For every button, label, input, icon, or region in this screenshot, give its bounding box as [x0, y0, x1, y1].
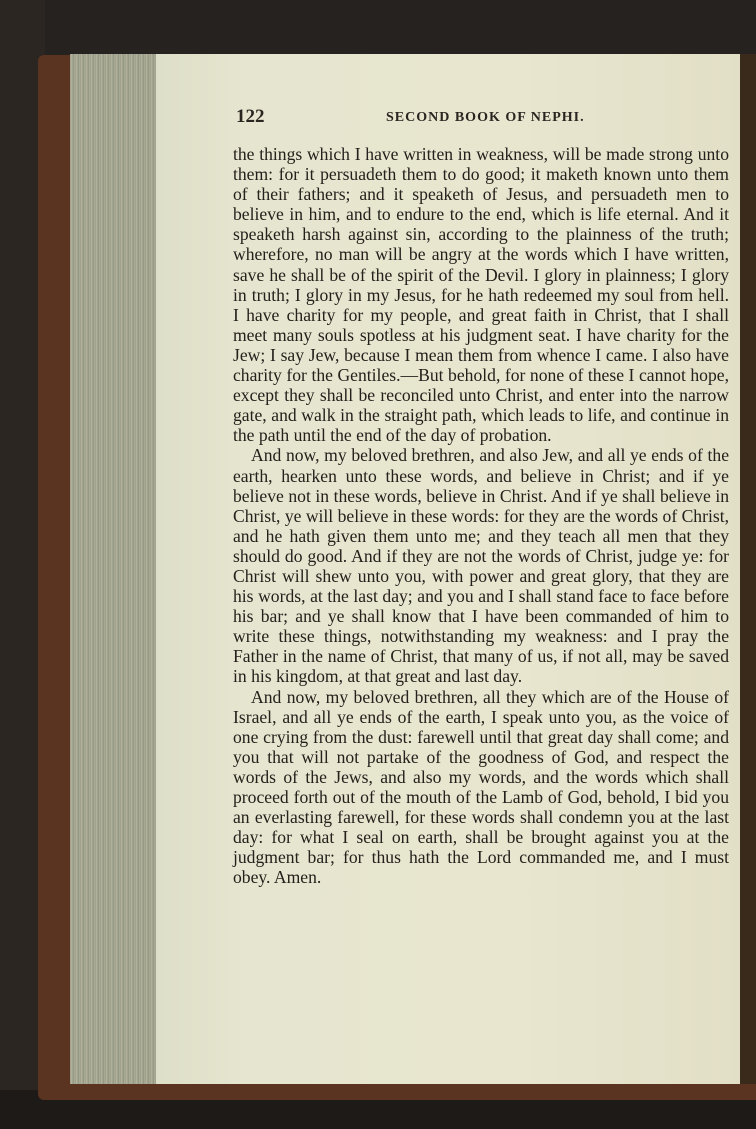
page-gutter-shadow	[740, 54, 756, 1084]
paragraph: And now, my beloved brethren, all they which are of the House of Israel, and all ye ends of the earth, I speak unto you, as the voice of one crying from the dust: farewell until that great day shall come; and you that will not partake of the goodness of God, and respect the words of the Jews, and also my words, and the words which shall proceed forth out of the mouth of the Lamb of God, behold, I bid you an everlasting farewell, for these words shall condemn you at the last day: for what I seal on earth, shall be brought against you at the judgment bar; for thus hath the Lord commanded me, and I must obey. Amen.	[233, 686, 729, 888]
background-top	[0, 0, 756, 60]
running-head: SECOND BOOK OF NEPHI.	[386, 110, 585, 125]
page-number: 122	[236, 106, 265, 127]
page-header	[236, 106, 726, 130]
body-text	[233, 144, 729, 887]
page-edges	[70, 54, 158, 1084]
paragraph: the things which I have written in weakness, will be made strong unto them: for it persuadeth them to do good; it maketh known unto them of their fathers; and it speaketh of Jesus, and persuadeth men to believe in him, and to endure to the end, which is life eternal. And it speaketh harsh against sin, according to the plainness of the truth; wherefore, no man will be angry at the words which I have written, save he shall be of the spirit of the Devil. I glory in plainness; I glory in truth; I glory in my Jesus, for he hath redeemed my soul from hell. I have charity for my people, and great faith in Christ, that I shall meet many souls spotless at his judgment seat. I have charity for the Jew; I say Jew, because I mean them from whence I came. I also have charity for the Gentiles.—But behold, for none of these I cannot hope, except they shall be reconciled unto Christ, and enter into the narrow gate, and walk in the straight path, which leads to life, and continue in the path until the end of the day of probation.	[233, 144, 729, 446]
paragraph: And now, my beloved brethren, and also Jew, and all ye ends of the earth, hearken unto these words, and believe in Christ; and if ye believe not in these words, believe in Christ. And if ye shall believe in Christ, ye will believe in these words: for they are the words of Christ, and he hath given them unto me; and they teach all men that they should do good. And if they are not the words of Christ, judge ye: for Christ will shew unto you, with power and great glory, that they are his words, at the last day; and you and I shall stand face to face before his bar; and ye shall know that I have been commanded of him to write these things, notwithstanding my weakness: and I pray the Father in the name of Christ, that many of us, if not all, may be saved in his kingdom, at that great and last day.	[233, 445, 729, 687]
